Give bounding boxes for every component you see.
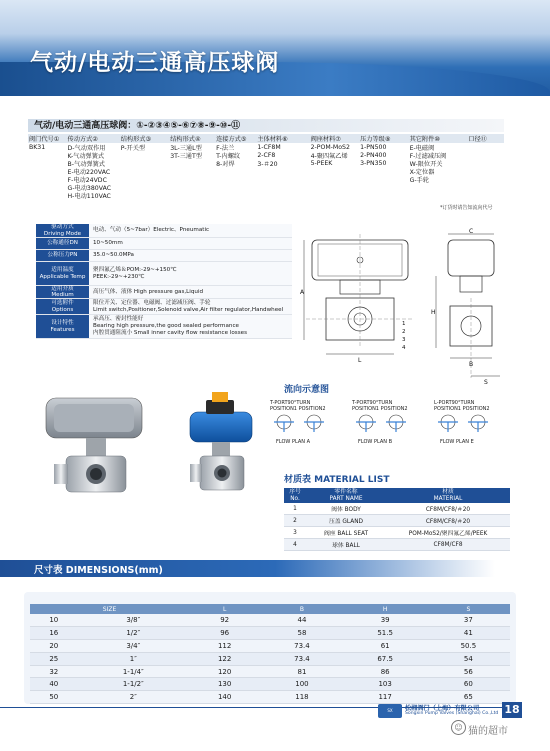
dim-header-l: L [189, 604, 260, 614]
dim-header-size: SIZE [30, 604, 189, 614]
dimension-cell: 120 [189, 665, 260, 678]
model-code-cell: 3-＃20 [257, 160, 278, 168]
dim-label-c: C [469, 228, 474, 235]
dimension-row [30, 691, 510, 704]
model-code-header: 阀门代号① [29, 136, 60, 143]
model-code-cell: E-电动220VAC [67, 168, 111, 176]
dimension-cell: 67.5 [344, 652, 427, 665]
spec-label-en: Driving Mode [43, 230, 82, 237]
dim-label-h: H [431, 309, 436, 316]
dimension-cell: 50 [30, 691, 78, 704]
spec-label: 公称压力PN [47, 252, 78, 259]
dimension-cell: 44 [260, 614, 343, 627]
model-code-header: 结构形式③ [120, 136, 152, 143]
company-name: 松湘阀门（上海）有限公司 [405, 705, 480, 712]
dimension-cell: 58 [260, 627, 343, 640]
model-code-header: 其它附件⑩ [409, 136, 440, 143]
dimension-cell: 10 [30, 614, 78, 627]
material-row [284, 503, 510, 515]
spec-value: 高压气体、液体 High pressure gas,Liquid [89, 286, 292, 298]
model-code-cell: F-过滤减压阀 [409, 152, 447, 160]
model-code-cell: 2-POM-MoS2 [310, 143, 350, 151]
flow-plan-positions: POSITION1 POSITION2 [352, 406, 408, 412]
dimension-cell: 1/2″ [78, 627, 189, 640]
model-code-cell: F-电动24VDC [67, 176, 107, 184]
model-code-cell: W-限位开关 [409, 160, 443, 168]
model-code-cell: K-气动弹簧式 [67, 152, 105, 160]
spec-row [36, 262, 292, 286]
flow-plan-header: T-PORT90°TURN [352, 400, 393, 406]
dimension-cell: 86 [344, 665, 427, 678]
spec-value: PEEK:-29~+230℃ [93, 273, 145, 280]
material-cell: 3 [284, 527, 306, 539]
part-number-4: 4 [402, 345, 406, 351]
dimension-cell: 118 [260, 691, 343, 704]
model-code-cell: H-电动110VAC [67, 192, 111, 200]
model-code-cell: 3-PN350 [360, 159, 387, 167]
spec-value: Bearing high pressure,the good sealed performance [93, 323, 239, 330]
dimensions-table [30, 604, 510, 704]
model-code-table [28, 134, 504, 199]
flow-plan [351, 400, 408, 445]
model-code-cell: 2-PN400 [360, 151, 387, 159]
material-cell: 4 [284, 539, 306, 551]
dimension-row [30, 614, 510, 627]
dimension-cell: 140 [189, 691, 260, 704]
spec-row [36, 315, 292, 339]
flow-plan-header: T-PORT90°TURN [270, 400, 311, 406]
dimension-cell: 20 [30, 640, 78, 653]
model-code-header: 阀座材料⑦ [310, 136, 341, 143]
model-code-cell: 4-聚四氟乙烯 [310, 152, 348, 160]
dimension-cell: 81 [260, 665, 343, 678]
flow-plan-label: FLOW PLAN B [358, 439, 393, 445]
material-header-part: 零件名称 PART NAME [306, 488, 386, 503]
dimension-cell: 73.4 [260, 652, 343, 665]
dim-header-s: S [427, 604, 510, 614]
material-cell: 阀体 BODY [306, 503, 386, 515]
model-code-header: 结构形式④ [170, 136, 201, 143]
model-code-cell: 8-对焊 [216, 160, 235, 168]
dimension-cell: 40 [30, 678, 78, 691]
spec-row [36, 238, 292, 250]
dimension-cell: 60 [427, 678, 510, 691]
company-name-en: Songxin Pump Valves (Shanghai) Co.,Ltd [405, 711, 499, 716]
model-code-cell: D-气动双作用 [67, 144, 106, 152]
model-code-cell: 1-PN500 [360, 143, 387, 151]
dimension-row [30, 665, 510, 678]
dimension-cell: 117 [344, 691, 427, 704]
material-row [284, 539, 510, 551]
dimension-cell: 3/8″ [78, 614, 189, 627]
part-number-3: 3 [402, 337, 406, 343]
page-title: 气动/电动三通高压球阀 [30, 50, 280, 76]
spec-value: 35.0~50.0MPa [89, 250, 292, 261]
spec-label: 公称通径DN [47, 240, 78, 247]
electric-valve-photo [190, 392, 252, 490]
dimension-cell: 103 [344, 678, 427, 691]
spec-table [36, 224, 292, 339]
model-code-header: 口径⑪ [468, 136, 487, 143]
dimension-row [30, 640, 510, 653]
model-code-header: 压力等级⑧ [360, 136, 391, 143]
flow-plan [269, 400, 326, 445]
material-cell: 压盖 GLAND [306, 515, 386, 527]
dimension-cell: 1-1/2″ [78, 678, 189, 691]
dimension-cell: 112 [189, 640, 260, 653]
material-row [284, 515, 510, 527]
dimension-cell: 41 [427, 627, 510, 640]
material-cell: 阀座 BALL SEAT [306, 527, 386, 539]
dimension-cell: 130 [189, 678, 260, 691]
dimension-cell: 39 [344, 614, 427, 627]
dimension-cell: 16 [30, 627, 78, 640]
dimension-cell: 122 [189, 652, 260, 665]
dimensions-title: 尺寸表 DIMENSIONS(mm) [34, 565, 163, 576]
material-cell: 2 [284, 515, 306, 527]
model-code-cell: X-定位器 [409, 168, 435, 176]
model-code-header: 主体材料⑥ [257, 136, 288, 143]
spec-label: 设计特性 [51, 320, 74, 327]
model-code-cell: T-内螺纹 [216, 152, 241, 160]
model-code-header: 连接方式⑤ [216, 136, 247, 143]
dim-label-l: L [358, 357, 362, 364]
spec-value: 10~50mm [89, 238, 292, 249]
side-view-drawing [430, 228, 512, 388]
model-code-cell: E-电磁阀 [409, 144, 435, 152]
spec-value: 承高压、密封性能好 [93, 316, 144, 323]
product-photos [40, 384, 262, 504]
spec-row [36, 224, 292, 238]
flow-plan-diagram [262, 398, 510, 446]
dimension-cell: 50.5 [427, 640, 510, 653]
page-number: 18 [502, 702, 522, 718]
material-header-no: 序号 No. [284, 488, 306, 503]
part-number-1: 1 [402, 321, 406, 327]
dimension-cell: 100 [260, 678, 343, 691]
dimension-cell: 56 [427, 665, 510, 678]
spec-label: 驱动方式 [51, 224, 74, 231]
spec-label-en: Medium [51, 292, 74, 298]
spec-value: 聚四氟乙烯＆POM:-29~+150℃ [93, 266, 177, 273]
company-logo: SX [378, 704, 402, 718]
dimension-cell: 3/4″ [78, 640, 189, 653]
spec-label: 适用温度 [51, 267, 74, 274]
model-code-cell: G-电动380VAC [67, 184, 112, 192]
dimension-cell: 65 [427, 691, 510, 704]
flow-plan-positions: POSITION1 POSITION2 [270, 406, 326, 412]
dim-label-b: B [469, 361, 474, 368]
material-cell: 球体 BALL [306, 539, 386, 551]
material-title: 材质表 MATERIAL LIST [284, 475, 390, 485]
material-row [284, 527, 510, 539]
model-code-cell: G-手轮 [409, 176, 429, 184]
dimension-cell: 1″ [78, 652, 189, 665]
spec-value: 内腔贯通阻流小 Small inner cavity flow resistance losses [93, 329, 247, 336]
flow-plan-positions: POSITION1 POSITION2 [434, 406, 490, 412]
dimension-cell: 92 [189, 614, 260, 627]
flow-plan-header: L-PORT90°TURN [434, 400, 475, 406]
spec-value: 电动、气动（5~7bar）Electric、Pneumatic [89, 224, 292, 237]
dimension-cell: 96 [189, 627, 260, 640]
material-cell: CF8M/CF8/＃20 [386, 515, 510, 527]
material-cell: 1 [284, 503, 306, 515]
spec-label-en: Applicable Temp [39, 273, 86, 280]
material-cell: CF8M/CF8 [386, 539, 510, 551]
dimension-cell: 37 [427, 614, 510, 627]
model-code-heading: 气动/电动三通高压球阀：①-②③④⑤-⑥⑦⑧-⑨-⑩-⑪ [34, 121, 241, 131]
material-table [284, 488, 510, 551]
model-code-cell: P-开关型 [120, 144, 146, 152]
model-code-cell: 1-CF8M [257, 143, 281, 151]
spec-label-en: Features [50, 326, 75, 333]
model-code-cell: BK31 [29, 143, 46, 151]
model-code-cell: 3T-三通T型 [170, 152, 202, 160]
model-code-cell: 3L-三通L型 [170, 144, 202, 152]
order-note: *订货时请告知流向代号 [440, 205, 493, 211]
spec-row [36, 250, 292, 262]
dimension-row [30, 678, 510, 691]
dimension-cell: 25 [30, 652, 78, 665]
dimension-cell: 51.5 [344, 627, 427, 640]
spec-value: 限位开关、定位器、电磁阀、过滤减压阀、手轮 [93, 299, 211, 306]
dim-label-a: A [300, 289, 305, 296]
flow-plan-label: FLOW PLAN E [440, 439, 474, 445]
material-header-material: 材质 MATERIAL [386, 488, 510, 503]
dimension-cell: 32 [30, 665, 78, 678]
dimension-row [30, 652, 510, 665]
watermark-text: 猫的超市 [468, 726, 508, 737]
spec-row [36, 299, 292, 315]
material-cell: CF8M/CF8/＃20 [386, 503, 510, 515]
dimension-cell: 73.4 [260, 640, 343, 653]
dimension-row [30, 627, 510, 640]
model-code-header: 传动方式② [67, 136, 98, 143]
model-code-row [28, 191, 504, 199]
dim-header-b: B [260, 604, 343, 614]
front-view-drawing [300, 230, 430, 376]
spec-label-en: Options [51, 306, 74, 313]
pneumatic-valve-photo [46, 398, 142, 492]
model-code-cell: B-气动弹簧式 [67, 160, 105, 168]
dimension-cell: 61 [344, 640, 427, 653]
wechat-icon: ☺ [451, 720, 466, 735]
model-code-cell: 5-PEEK [310, 159, 333, 167]
dim-header-h: H [344, 604, 427, 614]
flow-plan [434, 400, 490, 445]
dim-label-s: S [484, 379, 488, 386]
dimension-cell: 54 [427, 652, 510, 665]
part-number-2: 2 [402, 329, 406, 335]
dimension-cell: 1-1/4″ [78, 665, 189, 678]
flow-plan-label: FLOW PLAN A [276, 439, 311, 445]
dimension-cell: 2″ [78, 691, 189, 704]
material-cell: POM-MoS2/聚四氟乙烯/PEEK [386, 527, 510, 539]
spec-label: 适用介质 [51, 285, 74, 292]
spec-value: Limit switch,Positioner,Solenoid valve,Air filter regulator,Handwheel [93, 306, 284, 313]
model-code-cell: F-法兰 [216, 144, 235, 152]
flow-title: 流向示意图 [284, 385, 330, 395]
spec-row [36, 286, 292, 299]
spec-label: 可选附件 [51, 300, 74, 307]
model-code-cell: 2-CF8 [257, 151, 276, 159]
